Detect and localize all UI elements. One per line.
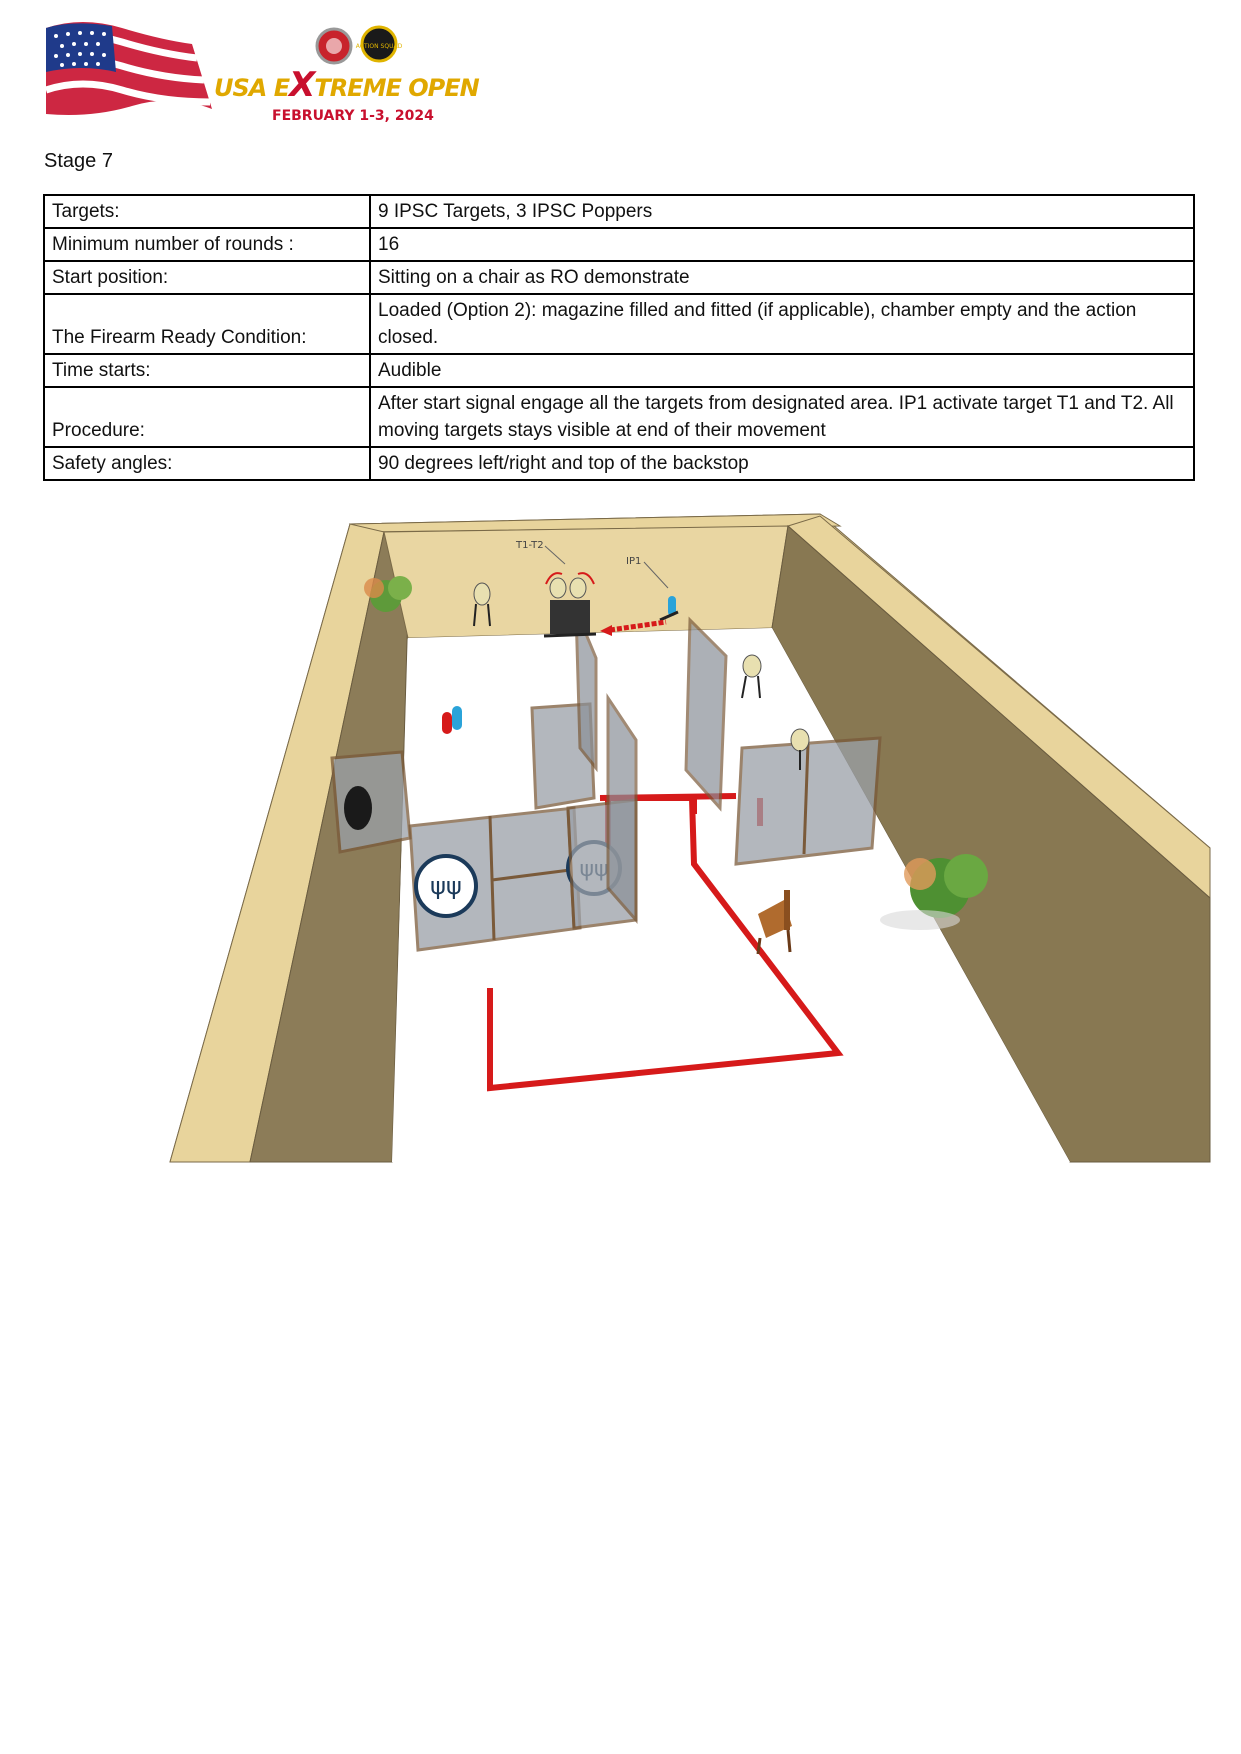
row-label: Start position: <box>44 261 370 294</box>
tire-stack-icon <box>344 786 372 830</box>
label-ip1: IP1 <box>626 556 642 567</box>
table-row <box>44 387 1194 447</box>
stage-title: Stage 7 <box>44 150 113 172</box>
svg-text:USA EXTREME OPEN <box>214 65 480 105</box>
row-label: Time starts: <box>44 354 370 387</box>
stage-diagram <box>160 508 1210 1162</box>
row-value: Loaded (Option 2): magazine filled and fitted (if applicable), chamber empty and the action closed. <box>370 294 1194 354</box>
row-label: The Firearm Ready Condition: <box>44 294 370 354</box>
svg-text:ψψ: ψψ <box>430 872 462 900</box>
event-logo <box>42 14 479 134</box>
stage-info-table <box>43 194 1195 481</box>
row-value: 90 degrees left/right and top of the backstop <box>370 447 1194 480</box>
table-row <box>44 195 1194 228</box>
table-row <box>44 261 1194 294</box>
wall-panel-left <box>332 752 410 852</box>
table-row <box>44 447 1194 480</box>
table-row <box>44 354 1194 387</box>
row-value: 16 <box>370 228 1194 261</box>
event-dates: FEBRUARY 1-3, 2024 <box>272 108 434 124</box>
event-name-part-b: X <box>289 65 315 105</box>
row-value: 9 IPSC Targets, 3 IPSC Poppers <box>370 195 1194 228</box>
row-label: Safety angles: <box>44 447 370 480</box>
us-flag-icon <box>46 22 212 115</box>
table-row <box>44 228 1194 261</box>
row-value: After start signal engage all the targets from designated area. IP1 activate target T1 and T2. All moving targets stays visible at end of their movement <box>370 387 1194 447</box>
table-row <box>44 294 1194 354</box>
row-label: Procedure: <box>44 387 370 447</box>
row-value: Sitting on a chair as RO demonstrate <box>370 261 1194 294</box>
svg-text:ACTION SQUAD: ACTION SQUAD <box>355 43 403 50</box>
label-t1-t2: T1-T2 <box>516 540 544 551</box>
row-value: Audible <box>370 354 1194 387</box>
row-label: Targets: <box>44 195 370 228</box>
event-name-part-a: USA E <box>214 74 290 102</box>
row-label: Minimum number of rounds : <box>44 228 370 261</box>
event-name-part-c: TREME OPEN <box>314 74 479 102</box>
